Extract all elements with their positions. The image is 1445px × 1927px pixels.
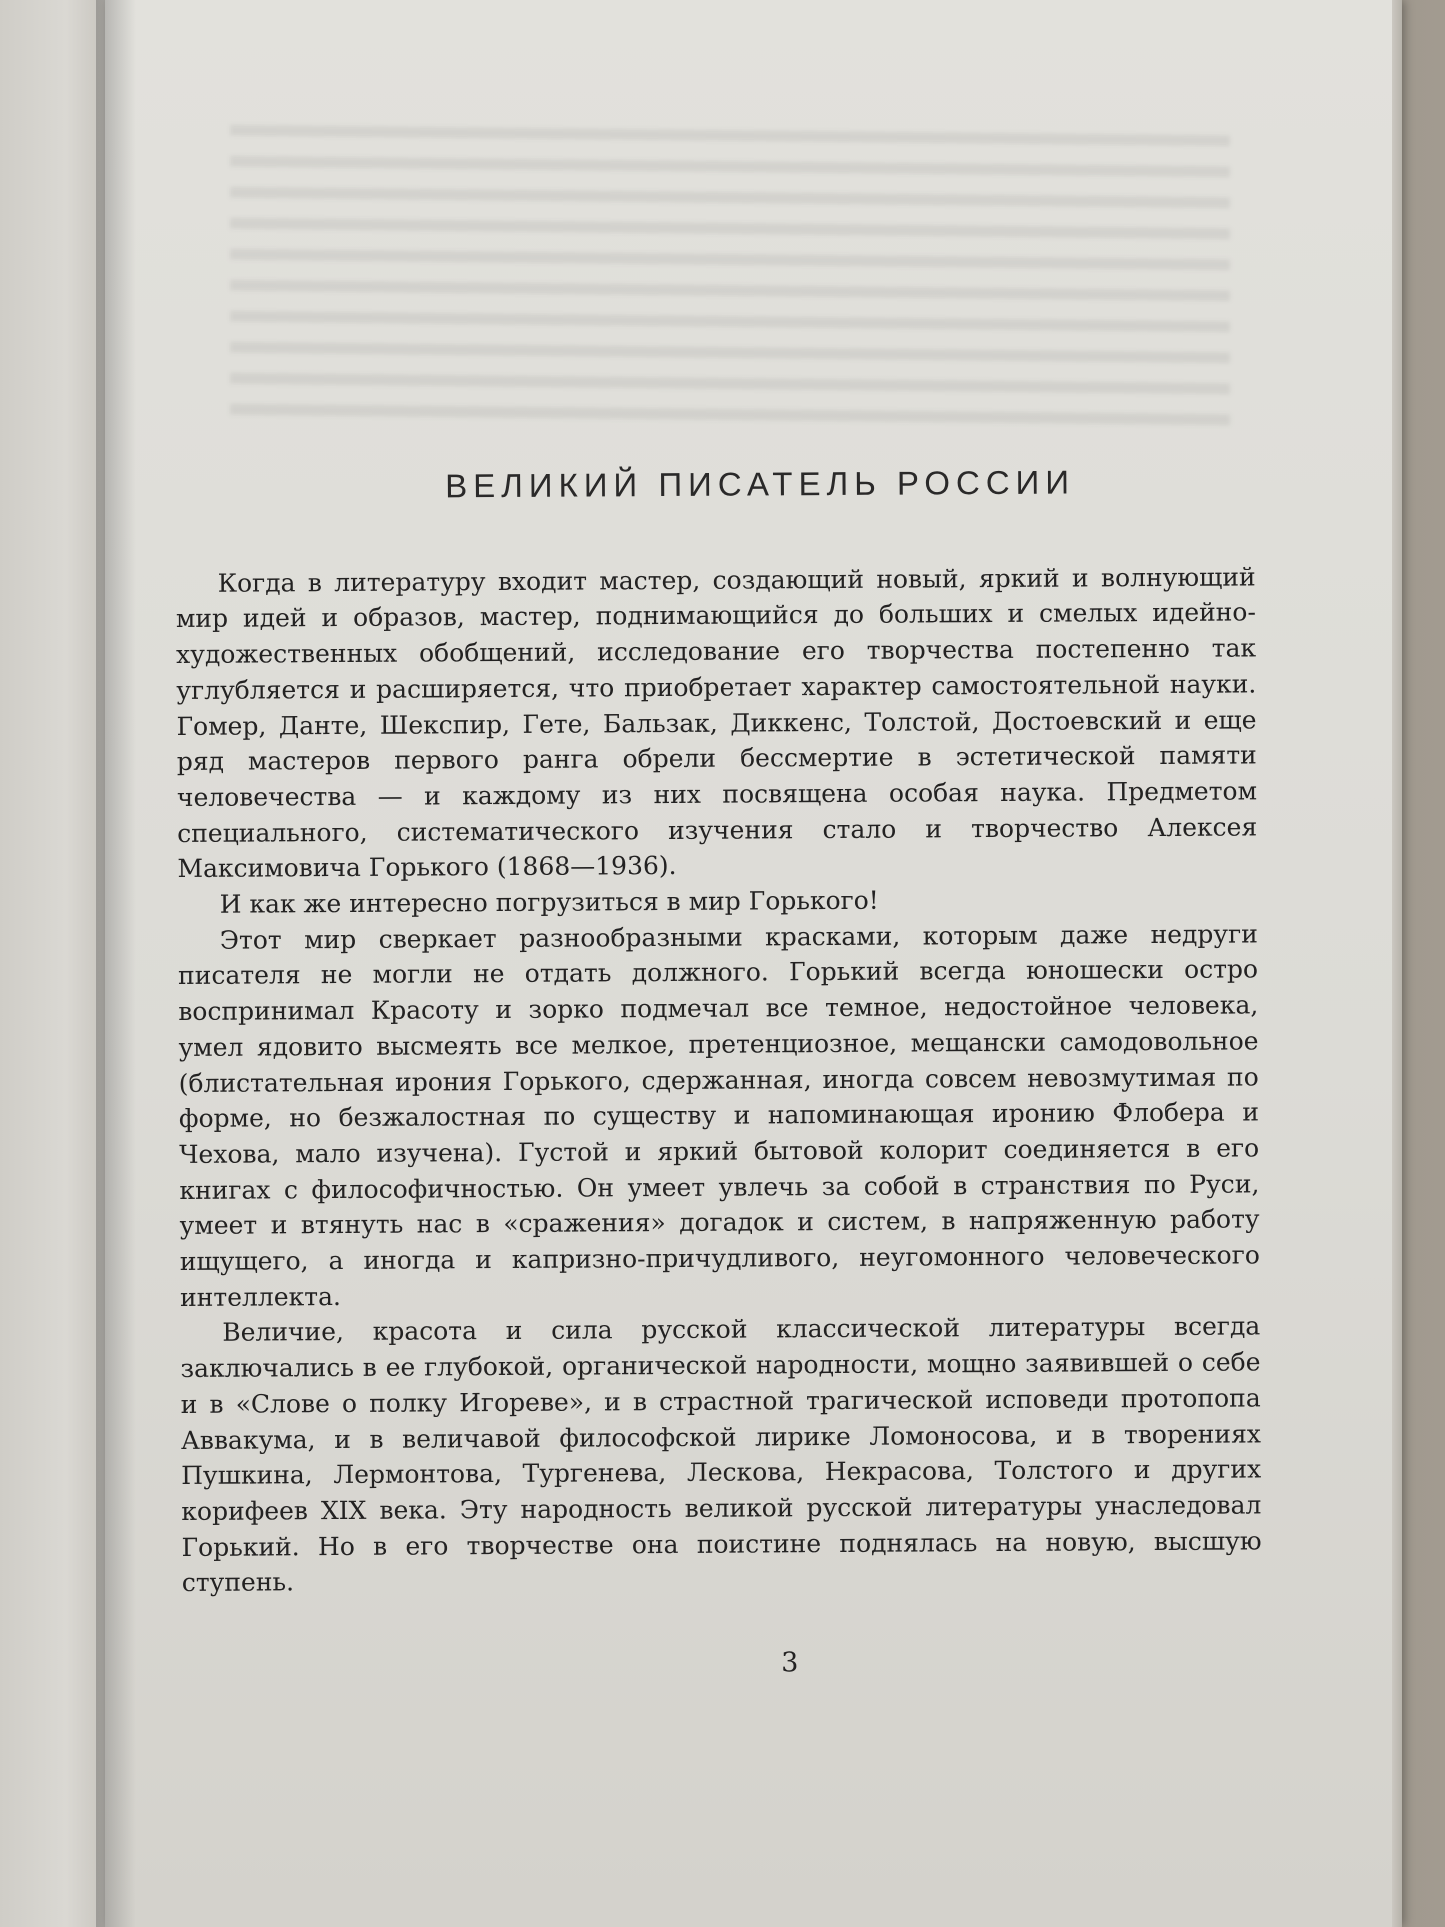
bleed-through-text [230,125,1230,435]
paragraph-1: Когда в литературу входит мастер, создающий новый, яркий и волнующий мир идей и образов, мастер, поднимающийся до больших и смелых идейно-художественных обобщений, исследование его творчества постепенно так углубляется и расширяется, что приобретает характер самостоятельной науки. Гомер, Данте, Шекспир, Гете, Бальзак, Диккенс, Толстой, Достоевский и еще ряд мастеров первого ранга обрели бессмертие в эстетической памяти человечества — и каждому из них посвящена особая наука. Предметом специального, систематического изучения стало и творчество Алексея Максимовича Горького (1868—1936). [175,562,1258,884]
chapter-title: ВЕЛИКИЙ ПИСАТЕЛЬ РОССИИ [445,463,1076,505]
page-content [175,463,1262,1684]
page-stack-edge [1392,0,1402,1927]
paragraph-3: Этот мир сверкает разнообразными красками, которым даже недруги писателя не могли не отдать должного. Горький всегда юношески остро воспринимал Красоту и зорко подмечал все темное, недостойное человека, умел ядовито высмеять все мелкое, претенциозное, мещански самодовольное (блистательная ирония Горького, сдержанная, иногда совсем невозмутимая по форме, но безжалостная по существу и напоминающая иронию Флобера и Чехова, мало изучена). Густой и яркий бытовой колорит соединяется в его книгах с философичностью. Он умеет увлечь за собой в странствия по Руси, умеет и втянуть нас в «сражения» догадок и систем, в напряженную работу ищущего, а иногда и капризно-причудливого, неугомонного человеческого интеллекта. [178,919,1260,1312]
paragraph-2: И как же интересно погрузиться в мир Горького! [219,885,879,919]
left-page-edge [0,0,110,1927]
book-gutter-shadow [96,0,136,1927]
paragraph-4: Величие, красота и сила русской классической литературы всегда заключались в ее глубокой, органической народности, мощно заявившей о себе и в «Слове о полку Игореве», и в страстной трагической исповеди протопопа Аввакума, и в величавой философской лирике Ломоносова, и в творениях Пушкина, Лермонтова, Тургенева, Лескова, Некрасова, Толстого и других корифеев XIX века. Эту народность великой русской литературы унаследовал Горький. Но в его творчестве она поистине поднялась на новую, высшую ступень. [180,1311,1262,1598]
page-number: 3 [781,1647,799,1679]
